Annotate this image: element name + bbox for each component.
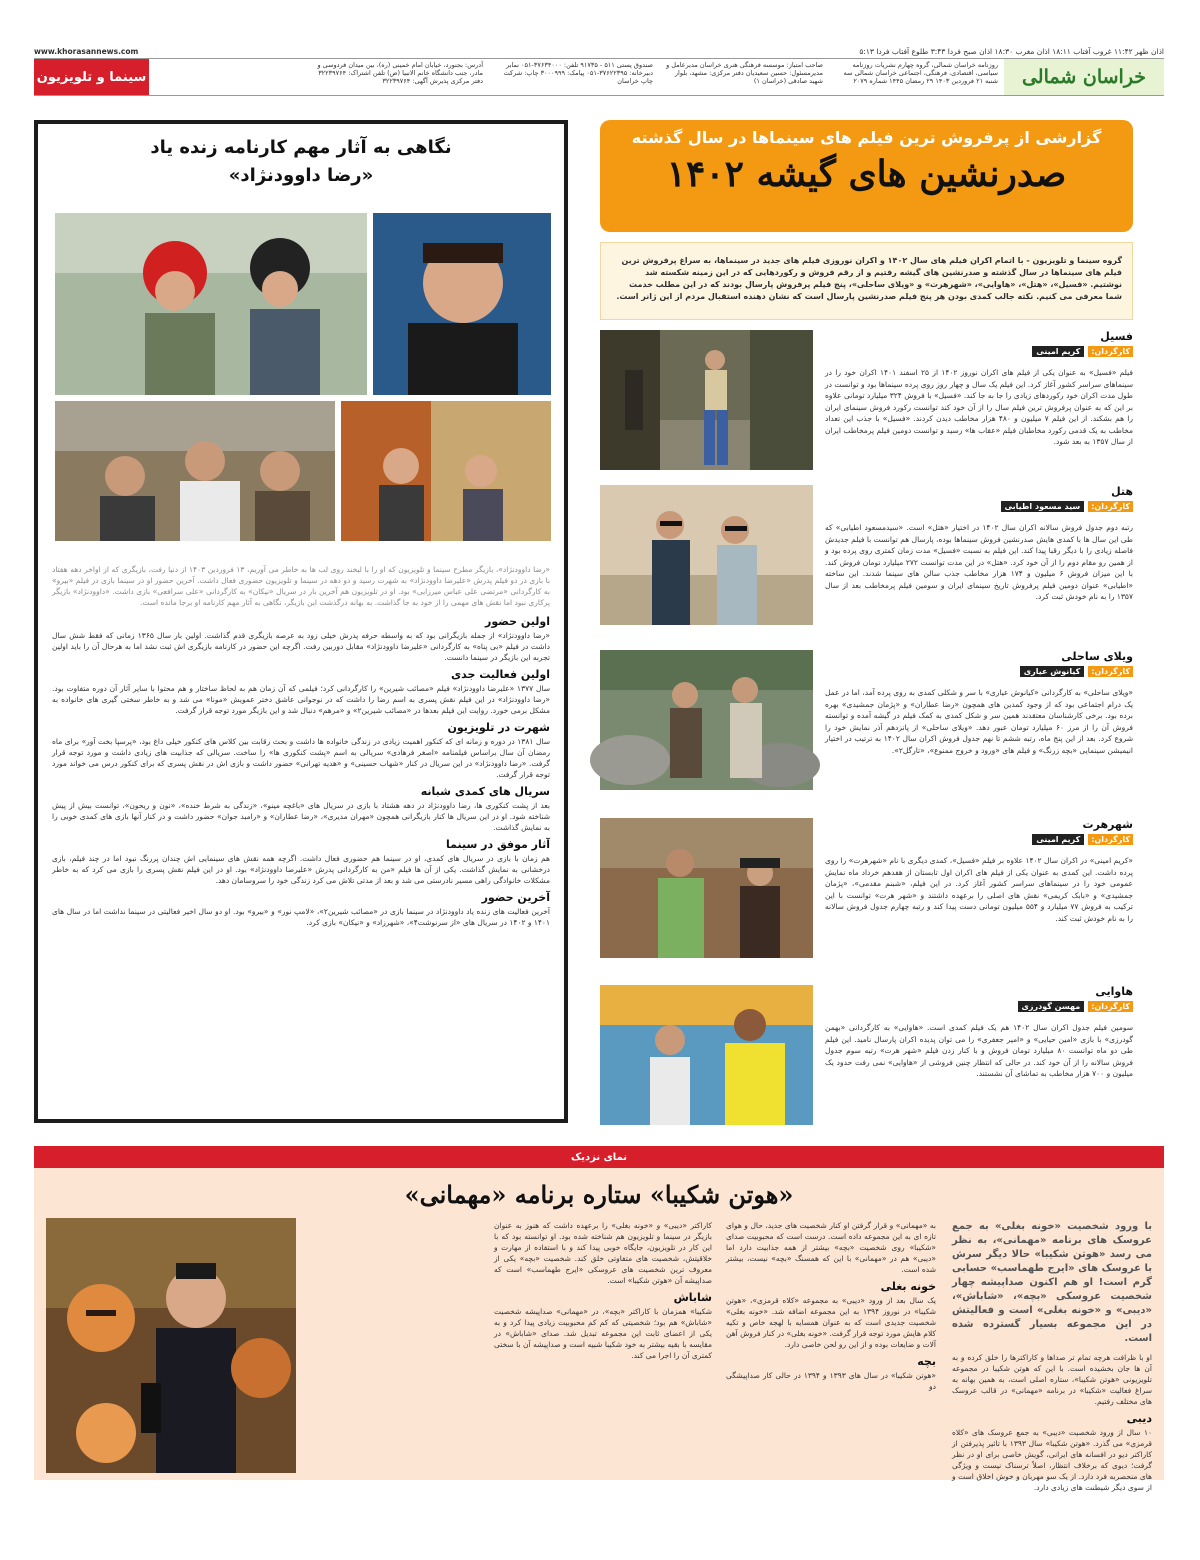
film-director [825, 666, 1133, 677]
report-title: صدرنشین های گیشه ۱۴۰۲ [666, 153, 1067, 195]
text-khone-baghali: یک سال بعد از ورود «دیبی» به مجموعه «کلاه قرمزی»، «هوتن شکیبا» در نوروز ۱۳۹۴ به این مجموعه اضافه شد. «خونه بغلی» شخصیت جدیدی است که به عنوان همسایه با لهجه خاص و تکیه کلام هایش مورد توجه قرار گرفت. «خونه بغلی» در کنار فروش آهن آلات و ضایعات بوده و از این رو لحن خاصی دارد. [726, 1296, 936, 1349]
section-heading: اولین فعالیت جدی [451, 668, 550, 681]
director-name: مهسن گودرزی [1018, 1001, 1085, 1012]
section-text: آخرین فعالیت های زنده یاد داوودنژاد در سینما بازی در «مصائب شیرین۲»، «لامپ نور» و «بیرو» بود. او دو سال اخیر فعالیتی در سینما نداشت اما در سال های ۱۴۰۱ و ۱۴۰۲ در سریال های «از سرنوشت۴»، «شهرزاد» و «نیکان» بازی کرد. [52, 907, 550, 927]
text-dibi: ۱۰ سال از ورود شخصیت «دیبی» به جمع عروسک های «کلاه قرمزی» می گذرد. «هوتن شکیبا» سال ۱۳۹۳ با تاثیر پذیرفتن از کاراکتر دیو در افسانه های ایرانی، گویش خاصی برای او در نظر گرفت؛ دیوی که برخلاف انتظار، اصلاً ترسناک نیست و ویژگی های منحصربه فرد دارد. از یک سو مهربان و خوش اخلاق است و از سوی دیگر شیطنت های زیادی دارد. [952, 1428, 1152, 1492]
text-shabash: شکیبا» همزمان با کاراکتر «بچه»، در «مهمانی» صداپیشه شخصیت «شاباش» هم بود؛ شخصیتی که کم کم محبوبیت زیادی پیدا کرد و به یکی از اعضای ثابت این مجموعه تبدیل شد. صدای «شاباش» در مقایسه با بقیه بیشتر به خود شکیبا شبیه است و صداپیشه آن با سختی کمتری آن را اجرا می کند. [494, 1307, 712, 1360]
article-photo-portrait [374, 212, 552, 394]
film-item-hawaii [600, 985, 1133, 1125]
prayer-times: اذان ظهر ۱۱:۴۲ غروب آفتاب ۱۸:۱۱ اذان مغرب ۱۸:۳۰ اذان صبح فردا ۳:۴۳ طلوع آفتاب فردا ۵:۱۳ [859, 46, 1164, 56]
film-item-villa [600, 650, 1133, 790]
director-name: سید مسعود اطیابی [1001, 501, 1085, 512]
director-name: کیانوش عیاری [1020, 666, 1084, 677]
film-text [825, 330, 1133, 470]
director-key: کارگردان: [1088, 346, 1133, 357]
film-director [825, 346, 1133, 357]
closeup-col2-text: به «مهمانی» و قرار گرفتن او کنار شخصیت های جدید، حال و هوای تازه ای به این مجموعه داده است. درست است که محبوبیت صدای «شکیبا» روی شخصیت «بچه» بیشتر از همه جذابیت دارد اما «دیبی» هم در «مهمانی» با این که همسنگ «بچه» نیست، بیشتر شده است. [726, 1221, 936, 1274]
film-body: سومین فیلم جدول اکران سال ۱۴۰۲ هم یک فیلم کمدی است. «هاوایی» به کارگردانی «بهمن گودرزی» با بازی «امین حیایی» و «امیر جعفری» را می توان پدیده اکران پارسال نامید. این فیلم طی دو ماه توانست ۸۰ میلیارد تومان فروش و با کنار زدن فیلم «شهر هرت» رتبه سوم جدول فروش سالانه را از آن خود کند. در حالی که انتظار چنین فروشی از «هاوایی» نمی رفت حدود یک میلیون و ۷۰۰ هزار مخاطب به تماشای آن نشستند. [825, 1023, 1134, 1078]
article-photo-motorcycle [56, 212, 368, 394]
film-body: رتبه دوم جدول فروش سالانه اکران سال ۱۴۰۲ در اختیار «هتل» است. «سیدمسعود اطیابی» که طی این سال ها با کمدی هایش صدرنشین فروش سینماها بوده، پارسال هم توانست با فیلم جدیدش فاصله زیادی را با دیگر رقبا پیدا کند. این فیلم به نسبت «فسیل» مدت زمان کمتری روی پرده بود و از همین رو مقام دوم را از آن خود کرد. «هتل» در این مدت توانست ۲۷۲ میلیارد تومان فروش کند. با این میزان فروش ۶ میلیون و ۱۷۴ هزار مخاطب جذب سالن های سینما شدند. این ساخته «اطیابی» عنوان دومین فیلم پرفروش تاریخ سینمای ایران و سومین فیلم پرمخاطب بعد از سال ۱۳۵۷ را به نام خودش ثبت کرد. [825, 523, 1133, 601]
article-photo-scene1 [342, 400, 552, 540]
report-lead: گروه سینما و تلویزیون - با اتمام اکران فیلم های سال ۱۴۰۲ و اکران نوروزی فیلم های جدید در سینماها، به سراغ پرفروش ترین فیلم های سینماها در سال گذشته و صدرنشین های گیشه رفتیم و از رقم فروش و رکوردهایی که در این زمینه شکسته شد نوشتیم. «فسیل»، «هتل»، «هاوایی»، «شهرهرت» و «ویلای ساحلی»، پنج فیلم پرفروش پارسال بودند که در این مطلب خدمت شما معرفی می کنیم. نکته جالب کمدی بودن هر پنج فیلم صدرنشین پارسال است که نشان دهنده استقبال مردم از این ژانر است. [600, 242, 1133, 320]
masthead [34, 58, 1164, 96]
top-strip [34, 44, 1164, 58]
director-key: کارگردان: [1088, 666, 1133, 677]
film-text [825, 818, 1133, 958]
director-key: کارگردان: [1088, 834, 1133, 845]
film-photo [600, 485, 813, 625]
film-item-hotel [600, 485, 1133, 625]
director-key: کارگردان: [1088, 1001, 1133, 1012]
section-heading: اولین حضور [485, 615, 550, 628]
film-text [825, 650, 1133, 790]
film-title: هتل [1111, 485, 1133, 498]
film-title: هاوایی [1095, 985, 1133, 998]
film-item-fosil [600, 330, 1133, 470]
closeup-lead: با ورود شخصیت «خونه بغلی» به جمع عروسک های برنامه «مهمانی»، به نظر می رسد «هوتن شکیبا» حالا دیگر سرش با عروسک های «ایرج طهماسب» حسابی گرم است! او هم اکنون صداپیشه چهار شخصیت عروسکی «بچه»، «شاباش»، «دیبی» و «خونه بغلی» است و فعالیتش در این مجموعه بسیار گسترده شده است. [952, 1221, 1152, 1344]
section-text: بعد از پشت کنکوری ها، رضا داوودنژاد در دهه هشتاد با بازی در سریال های «باغچه مینو»، «زندگی به شرط خنده»، «نون و ریحون»، توانست بیش از پیش شناخته شود. او در این سریال ها کنار بازیگرانی همچون «مهران مدیری»، «رضا عطاران» و «رامبد جوان» حضور داشت و در کنار آنها بازی های کمدی خوبی را به نمایش گذاشت. [52, 801, 550, 832]
film-text [825, 485, 1133, 625]
closeup-title: «هوتن شکیبا» ستاره برنامه «مهمانی» [404, 1180, 794, 1209]
issue-info: روزنامه خراسان شمالی، گروه چهارم نشریات روزنامه سیاسی، اقتصادی، فرهنگی، اجتماعی خراسان شمالی سه شنبه ۲۱ فروردین ۱۴۰۳ ۲۹ رمضان ۱۴۴۵ شماره ۲۰۷۹ [843, 61, 998, 85]
film-title: فسیل [1100, 330, 1133, 343]
closeup-bar: نمای نزدیک [34, 1146, 1164, 1168]
heading-dibi: دیبی [1126, 1412, 1152, 1425]
film-item-shahrehert [600, 818, 1133, 958]
article-title-line2: «رضا داوودنژاد» [228, 165, 374, 186]
section-text: «رضا داوودنژاد» از جمله بازیگرانی بود که به واسطه حرفه پدرش خیلی زود به عرصه بازیگری قدم گذاشت. اولین بار سال ۱۳۶۵ زمانی که فقط شش سال داشت در فیلم «بی پناه» به کارگردانی «علیرضا داوودنژاد» مقابل دوربین رفت. اگرچه این حضور در کارنامه بازیگری اش ثبت نشد اما به هرحال آن را باید اولین تجربه این بازیگر در سینما دانست. [52, 631, 551, 662]
article-photo-scene2 [56, 400, 336, 540]
closeup-col-1 [952, 1220, 1152, 1492]
film-body: «ویلای ساحلی» به کارگردانی «کیانوش عیاری» با سر و شکلی کمدی به روی پرده آمد، اما در عمل یک درام اجتماعی بود که از وجود کمدین های همچون «رضا عطاران» و «پژمان جمشیدی» بهره برده بود. برخی کارشناسان معتقدند همین سر و شکل کمدی به کمک فیلم در گیشه آمده و توانسته فروش آن را از مرز ۶۰ میلیارد تومان عبور دهد. «ویلای ساحلی» از پانزدهم آذر نمایش خود را شروع کرد. بعد از این پنج ماه، رتبه ششم تا نهم جدول فروش اکران سال ۱۴۰۲ به ترتیب در اختیار انیمیشن سینمایی «بچه زرنگ» و فیلم های «ورود و خروج ممنوع»، «تارگل۲». [825, 688, 1133, 755]
newspaper-logo: خراسان شمالی [1004, 59, 1164, 95]
box-office-report [600, 120, 1133, 320]
director-name: کریم امینی [1032, 346, 1084, 357]
film-title: ویلای ساحلی [1061, 650, 1133, 663]
closeup-col-2 [726, 1220, 936, 1475]
section-label: سینما و تلویزیون [34, 59, 149, 95]
section-heading: آخرین حضور [481, 891, 550, 904]
section-heading: شهرت در تلویزیون [447, 721, 550, 734]
director-name: کریم امینی [1032, 834, 1084, 845]
heading-shabash: شاباش [673, 1291, 712, 1304]
closeup-col3-text: کاراکتر «دیبی» و «خونه بغلی» را برعهده داشت که هنوز به عنوان بازیگر در سینما و تلویزیون هم شناخته شده بود. او توانسته بود که با این کار در تلویزیون، جایگاه خوبی پیدا کند و با استفاده از مهارت و خلاقیتش، شخصیت های متفاوتی خلق کند. شخصیت «بچه» یکی از معروف ترین شخصیت های عروسکی «ایرج طهماسب» است که صداپیشه آن «هوتن شکیبا» است. [494, 1221, 712, 1285]
report-subtitle: گزارشی از پرفروش ترین فیلم های سینماها در سال گذشته [631, 128, 1102, 147]
article-title [38, 134, 564, 190]
section-heading: سریال های کمدی شبانه [420, 785, 550, 798]
film-list [600, 330, 1133, 1120]
film-photo [600, 818, 813, 958]
section-heading: آثار موفق در سینما [446, 838, 550, 851]
davoudnejad-article [34, 120, 568, 1123]
film-photo [600, 650, 813, 790]
closeup-photo [46, 1218, 296, 1473]
report-banner [600, 120, 1133, 232]
text-bache: «هوتن شکیبا» در سال های ۱۳۹۳ و ۱۳۹۴ در حالی کار صداپیشگی دو [726, 1371, 936, 1391]
article-body [52, 564, 550, 1119]
heading-khone-baghali: خونه بغلی [880, 1280, 936, 1293]
closeup-article [34, 1168, 1164, 1492]
film-photo [600, 330, 813, 470]
film-body: فیلم «فسیل» به عنوان یکی از فیلم های اکران نوروز ۱۴۰۲ از ۲۵ اسفند ۱۴۰۱ اکران خود را در سینماهای سراسر کشور آغاز کرد. این فیلم یک سال و چهار روز روی پرده سینماها بود و توانست در طول مدت اکران خود رکوردهای زیادی را جا به جا کند. «فسیل» با فروش ۳۲۴ میلیارد تومانی علاوه بر این که به عنوان پرفروش ترین فیلم سال را از آن خود کند توانست رکورد فروش سینمای ایران را هم بشکند. از این فیلم ۷ میلیون و ۴۸۰ هزار مخاطب دیدن کردند. «فسیل» با جذب این تعداد مخاطب به یک قدمی رکورد مخاطبان فیلم «عقاب ها» رسید و توانست دومین فیلم پرمخاطب ایران از سال ۱۳۵۷ به بعد شود. [825, 368, 1134, 446]
film-body: «کریم امینی» در اکران سال ۱۴۰۲ علاوه بر فیلم «فسیل»، کمدی دیگری با نام «شهرهرت» را روی پرده داشت. این کمدی به عنوان یکی از فیلم های اکران اول تابستان از هفدهم خرداد ماه نمایش عمومی خود را در سینماهای سراسر کشور آغاز کرد. در این فیلم، «شبنم مقدمی»، «پژمان جمشیدی» و «بابک کریمی» نقش های اصلی را برعهده داشتند و «شهر هرت» توانست با این ترکیب به فروش ۷۷ میلیارد و ۵۵۴ میلیون تومانی دست پیدا کند و رتبه چهارم جدول فروش سالانه را به نام خودش ثبت کند. [825, 856, 1133, 923]
film-director [825, 501, 1133, 512]
heading-bache: بچه [917, 1355, 936, 1368]
site-url[interactable]: www.khorasannews.com [34, 46, 139, 56]
article-intro: «رضا داوودنژاد»، بازیگر مطرح سینما و تلویزیون که او را با لبخند روی لب ها به خاطر می آوریم، ۱۳ فروردین ۱۴۰۳ از دنیا رفت، بازیگری که از اواخر دهه هفتاد با بازی در دو فیلم پدرش «علیرضا داوودنژاد» به شهرت رسید و دو دهه در سینما و تلویزیون حضوری فعال داشت. آخرین حضور او در سینما بازی در فیلم «بیرو» به کارگردانی «مرتضی علی عباس میرزایی» بود. او در تلویزیون هم آخرین بار در سریال «نیکان» به کارگردانی «علی سرافعی» بازی داشت. «داوودنژاد» بازیگر پرکاری نبود اما نقش های مهمی را از خود به جا گذاشت. به بهانه درگذشت این بازیگر، نگاهی به آثار مهم کارنامه او برجا مانده است. [52, 565, 550, 607]
film-title: شهرهرت [1082, 818, 1133, 831]
section-text: سال ۱۳۸۱ در دوره و زمانه ای که کنکور اهمیت زیادی در زندگی خانواده ها داشت و بحث رقابت بین کلاس های کنکور خیلی داغ بود، «پرسپا بخت آور» برای ماه رمضان آن سال براساس فیلمنامه «اصغر فرهادی» سریالی به اسم «پشت کنکوری ها» را ساخت. سریالی که جذابیت های زیادی داشت و مورد توجه قرار گرفت. «رضا داوودنژاد» در این سریال در کنار «شهاب حسینی» و «هدیه تهرانی» حضور داشت و بازی اش در نقش پسری که برای کنکور درس می خواند مورد توجه قرار گرفت. [52, 737, 551, 779]
director-key: کارگردان: [1088, 501, 1133, 512]
publisher-info: صاحب امتیاز: موسسه فرهنگی هنری خراسان مدیرعامل و مدیرمسئول: حسین سعیدیان دفتر مرکزی: مشهد، بلوار شهید صادقی (خراسان ۱) [666, 61, 823, 85]
closeup-col-3 [494, 1220, 712, 1475]
contact-info: صندوق پستی ۵۱۱ - ۹۱۷۳۵ تلفن: ۳۷۶۳۴۰۰۰-۰۵۱ نمابر دبیرخانه: ۳۷۶۲۲۳۹۵-۰۵۱ پیامک: ۳۰۰۰۹۹۹ چاپ: شرکت چاپ خراسان [503, 61, 653, 85]
film-text [825, 985, 1133, 1125]
office-info: آدرس: بجنورد، خیابان امام خمینی (ره)، بین میدان فردوسی و مادر، جنب دانشگاه خانم الانبیا (ص) تلفن اشتراک: ۳۲۲۳۹۷۶۴ دفتر مرکزی پذیرش آگهی: ۳۲۲۳۹۷۶۴ [317, 61, 483, 85]
film-director [825, 834, 1133, 845]
film-director [825, 1001, 1133, 1012]
section-text: هم زمان با بازی در سریال های کمدی، او در سینما هم حضوری فعال داشت. اگرچه همه نقش های سینمایی اش چندان پررنگ نبود اما در چند فیلم، بازی درخشانی به نمایش گذاشت. یکی از آن ها فیلم «من به کارگردانی پدرش «علیرضا داوودنژاد» بود. او در این فیلم نقش پسری را بازی می کرد که به خاطر مشکلات خانوادگی راهی مسیر نادرستی می شد و بعد از مدتی تلاش می کرد زندگی خود را سروسامان دهد. [52, 854, 550, 885]
film-photo [600, 985, 813, 1125]
article-title-line1: نگاهی به آثار مهم کارنامه زنده یاد [150, 137, 452, 158]
closeup-col1-text: او با ظرافت هرچه تمام تر صداها و کاراکترها را خلق کرده و به آن ها جان بخشیده است. با این که هوتن شکیبا در مجموعه تلویزیونی «هوتن شکیبا»، ستاره اصلی است، به همین بهانه به سراغ فعالیت «شکیبا» در برنامه «مهمانی» در قالب عروسک های مختلف رفتیم. [952, 1353, 1152, 1406]
section-text: سال ۱۳۷۷ «علیرضا داوودنژاد» فیلم «مصائب شیرین» را کارگردانی کرد؛ فیلمی که آن زمان هم به لحاظ ساختار و هم محتوا با سایر آثار آن دوره متفاوت بود. «رضا داوودنژاد» در این فیلم نقش پسری به اسم رضا را داشت که در نوجوانی عاشق دختر عمویش «مونا» می شد و به خاطر سختی گیری های خانواده به مشکل برمی خورد. روایت این فیلم بعدها در «مصائب شیرین۲» و «مرهم» دنبال شد و این بازیگر مورد توجه قرار گرفت. [52, 684, 550, 715]
